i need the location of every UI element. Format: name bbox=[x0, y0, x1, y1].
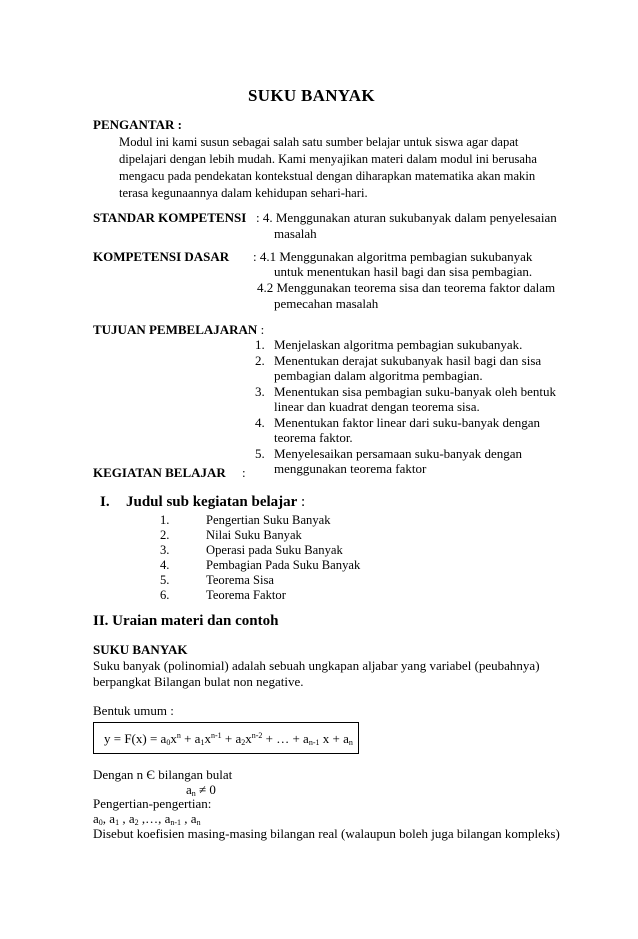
pengantar-heading: PENGANTAR : bbox=[93, 117, 182, 132]
pengantar-line: Modul ini kami susun sebagai salah satu sumber belajar untuk siswa agar dapat bbox=[119, 135, 519, 149]
sub-kegiatan-num: 6. bbox=[160, 588, 170, 602]
tujuan-item-num: 5. bbox=[255, 446, 265, 461]
tujuan-item-text: Menentukan faktor linear dari suku-banyak dengan bbox=[274, 415, 541, 430]
kompetensi-dasar-text: untuk menentukan hasil bagi dan sisa pembagian. bbox=[274, 264, 533, 279]
sub-kegiatan-num: 4. bbox=[160, 558, 170, 572]
sub-kegiatan-num: 1. bbox=[160, 513, 170, 527]
suku-banyak-subheading: SUKU BANYAK bbox=[93, 642, 188, 657]
definition-text: Suku banyak (polinomial) adalah sebuah ungkapan aljabar yang variabel (peubahnya) bbox=[93, 658, 540, 673]
tujuan-item-num: 2. bbox=[255, 353, 265, 368]
sub-kegiatan-num: 5. bbox=[160, 573, 170, 587]
tujuan-item-text: pembagian dalam algoritma pembagian. bbox=[274, 368, 483, 383]
leading-coefficient-condition: $a_n \ne 0$ bbox=[186, 782, 216, 798]
tujuan-item-text: Menjelaskan algoritma pembagian sukubanyak. bbox=[274, 337, 523, 352]
sub-kegiatan-item: Pengertian Suku Banyak bbox=[206, 513, 331, 527]
sub-kegiatan-num: 3. bbox=[160, 543, 170, 557]
sub-kegiatan-item: Nilai Suku Banyak bbox=[206, 528, 302, 542]
sub-kegiatan-item: Pembagian Pada Suku Banyak bbox=[206, 558, 361, 572]
page-title: SUKU BANYAK bbox=[248, 86, 375, 105]
tujuan-colon: : bbox=[260, 322, 265, 337]
tujuan-heading-row bbox=[93, 323, 264, 336]
section-1-colon: : bbox=[301, 494, 306, 510]
kompetensi-dasar-text: pemecahan masalah bbox=[274, 296, 379, 311]
kompetensi-dasar-text: : 4.1 Menggunakan algoritma pembagian sukubanyak bbox=[253, 249, 533, 264]
pengantar-line: mengacu pada pendekatan kontekstual dengan diharapkan matematika akan makin bbox=[119, 169, 536, 183]
polynomial-formula: $y = F(x) = a_0x^n + a_1x^{n-1} + a_2x^{n-2}$ + … + $a_{n-1}$ $x + a_n$ bbox=[104, 731, 353, 747]
sub-kegiatan-item: Teorema Sisa bbox=[206, 573, 275, 587]
bentuk-umum-label: Bentuk umum : bbox=[93, 703, 174, 718]
section-1-heading-row bbox=[126, 495, 305, 510]
tujuan-item-text: Menentukan sisa pembagian suku-banyak oleh bentuk bbox=[274, 384, 556, 399]
sub-kegiatan-item: Teorema Faktor bbox=[206, 588, 286, 602]
standar-kompetensi-heading: STANDAR KOMPETENSI bbox=[93, 210, 247, 225]
tujuan-item-num: 4. bbox=[255, 415, 265, 430]
coefficients-list: $a_0$, $a_1$ , $a_2$ ,…, $a_{n-1}$ , $a_n$ bbox=[93, 811, 201, 827]
kompetensi-dasar-text: 4.2 Menggunakan teorema sisa dan teorema faktor dalam bbox=[257, 280, 556, 295]
sub-kegiatan-item: Operasi pada Suku Banyak bbox=[206, 543, 343, 557]
standar-kompetensi-text: : 4. Menggunakan aturan sukubanyak dalam penyelesaian bbox=[256, 210, 557, 225]
pengertian-label: Pengertian-pengertian: bbox=[93, 796, 212, 811]
pengantar-line: dipelajari dengan lebih mudah. Kami menyajikan materi dalam modul ini berusaha bbox=[119, 152, 537, 166]
kegiatan-heading: KEGIATAN BELAJAR bbox=[93, 465, 226, 480]
standar-kompetensi-text: masalah bbox=[274, 226, 317, 241]
tujuan-item-num: 1. bbox=[255, 337, 265, 352]
kompetensi-dasar-heading: KOMPETENSI DASAR bbox=[93, 249, 230, 264]
tujuan-item-text: teorema faktor. bbox=[274, 430, 353, 445]
tujuan-heading: TUJUAN PEMBELAJARAN bbox=[93, 322, 258, 337]
tujuan-item-text: Menyelesaikan persamaan suku-banyak dengan bbox=[274, 446, 522, 461]
kegiatan-colon: : bbox=[242, 465, 246, 480]
sub-kegiatan-num: 2. bbox=[160, 528, 170, 542]
koefisien-text: Disebut koefisien masing-masing bilangan real (walaupun boleh juga bilangan kompleks) bbox=[93, 826, 560, 841]
dengan-text: Dengan n Є bilangan bulat bbox=[93, 767, 233, 782]
tujuan-item-text: linear dan kuadrat dengan teorema sisa. bbox=[274, 399, 480, 414]
condition-text: ≠ 0 bbox=[199, 782, 216, 797]
tujuan-item-text: Menentukan derajat sukubanyak hasil bagi dan sisa bbox=[274, 353, 542, 368]
tujuan-item-text: menggunakan teorema faktor bbox=[274, 461, 427, 476]
section-1-heading: Judul sub kegiatan belajar bbox=[126, 494, 298, 510]
section-1-number: I. bbox=[100, 494, 110, 510]
section-2-heading: II. Uraian materi dan contoh bbox=[93, 613, 279, 629]
tujuan-item-num: 3. bbox=[255, 384, 265, 399]
pengantar-line: terasa kegunaannya dalam kehidupan sehari-hari. bbox=[119, 186, 368, 200]
definition-text: berpangkat Bilangan bulat non negative. bbox=[93, 674, 304, 689]
